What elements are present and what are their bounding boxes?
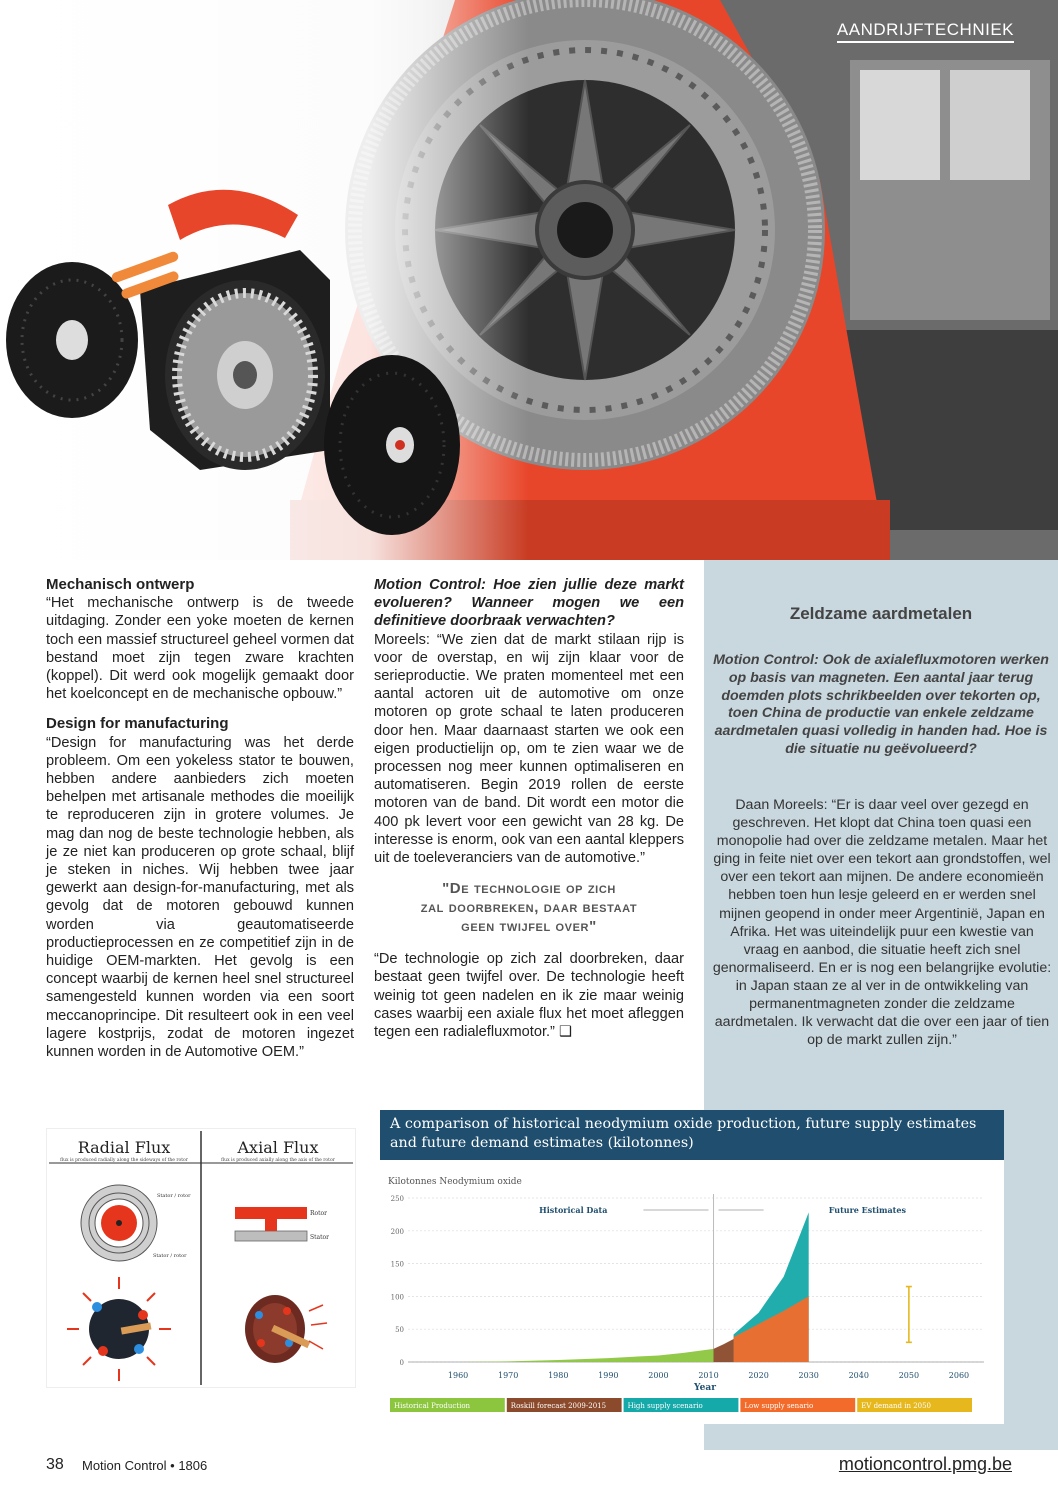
y-tick-label: 0	[399, 1359, 404, 1367]
radial-flux-cross-section	[81, 1185, 191, 1261]
legend-label: Historical Production	[394, 1402, 471, 1410]
radial-flux-title: Radial Flux	[77, 1138, 171, 1157]
neodymium-chart	[380, 1160, 1004, 1424]
x-tick-label: 2040	[848, 1371, 869, 1380]
label-stator: Stator	[310, 1234, 329, 1241]
legend-label: EV demand in 2050	[861, 1402, 932, 1410]
legend-label: Roskill forecast 2009-2015	[510, 1402, 607, 1410]
x-tick-label: 2060	[948, 1371, 970, 1380]
radial-flux-subtitle: flux is produced radially along the sideways of the rotor	[60, 1158, 188, 1163]
flux-diagram	[47, 1129, 355, 1387]
x-tick-label: 2010	[698, 1371, 719, 1380]
sidebar-answer: Daan Moreels: “Er is daar veel over gezegd en geschreven. Het klopt dat China toen quasi een monopolie had over die zeldzame metalen. Maar het ging in feite niet over een tekort aan grondstoffen, wel over een tekort aan mijnen. De andere economieën hebben toen hun lesje geleerd en er werden snel mijnen geopend in onder meer Argentinië, Japan en Afrika. Het was uiteindelijk puur een kwestie van vraag en aanbod, die situatie heeft zich snel genormaliseerd. En er is nog een belangrijke evolutie: in Japan staan ze al ver in de ontwikkeling van permanentmagneten zonder die zeldzame aardmetalen. Ik verwacht dat die over een jaar of tien op de markt zullen zijn.”	[712, 797, 1052, 1049]
chart-y-axis-label: Kilotonnes Neodymium oxide	[388, 1177, 522, 1187]
article-column-1	[46, 576, 354, 1061]
axial-flux-title: Axial Flux	[237, 1138, 319, 1157]
subheading-design-for-manufacturing: Design for manufacturing	[46, 715, 229, 733]
axial-flux-cross-section	[235, 1207, 329, 1241]
x-tick-label: 2000	[648, 1371, 669, 1380]
hero-photo	[0, 0, 1058, 560]
x-tick-label: 1990	[598, 1371, 619, 1380]
area-roskill-forecast-2009-2015	[714, 1339, 734, 1362]
closing-paragraph: “De technologie op zich zal doorbreken, daar bestaat geen twijfel over. De technologie heeft weinig tot geen nadelen en ik zie maar weinig cases waarbij een axiale flux het moet afleggen tegen een radialefluxmotor.” ❑	[374, 951, 684, 1041]
pull-quote-line-1: "De technologie op zich	[442, 880, 616, 898]
axial-flux-subtitle: flux is produced axially along the axis of the rotor	[221, 1158, 335, 1163]
sidebar-title: Zeldzame aardmetalen	[789, 604, 973, 623]
interview-question: Motion Control: Hoe zien jullie deze markt evolueren? Wanneer mogen we een definitieve doorbraak verwachten?	[374, 577, 684, 630]
x-tick-label: 1960	[447, 1371, 469, 1380]
axial-flux-rotor-illustration	[245, 1295, 327, 1363]
legend-label: Low supply senario	[744, 1402, 814, 1410]
article-column-2	[374, 576, 684, 1041]
radial-flux-rotor-illustration	[67, 1277, 171, 1381]
subheading-mechanical-design: Mechanisch ontwerp	[46, 576, 195, 593]
chart-title: A comparison of historical neodymium oxide production, future supply estimates and future demand estimates (kilotonnes)	[390, 1116, 977, 1151]
page-number: 38	[46, 1456, 64, 1473]
label-rotor: Rotor	[310, 1210, 328, 1217]
y-tick-label: 200	[390, 1227, 404, 1236]
y-tick-label: 50	[395, 1326, 404, 1335]
pull-quote-line-3: geen twijfel over"	[461, 918, 597, 936]
annotation-future-estimates: Future Estimates	[828, 1205, 906, 1215]
interview-answer: Moreels: “We zien dat de markt stilaan rijp is voor de overstap, en wij zijn klaar voor de serieproductie. We praten momenteel met een aantal actoren uit de automotive om onze motoren op grote schaal te laten produceren door hen. Maar daarnaast starten we ook een eigen productielijn op, om te zien waar we de processen nog meer kunnen optimaliseren en automatiseren. Begin 2019 rollen de eerste motoren van de band. Dit wordt een motor die 400 pk levert voor een gewicht van 28 kg. De interesse is enorm, ook van een aantal kleppers uit de toeleveranciers van de automotive.”	[374, 631, 684, 867]
x-tick-label: 2030	[798, 1371, 819, 1380]
pull-quote-line-2: zal doorbreken, daar bestaat	[420, 899, 638, 917]
website-link[interactable]: motioncontrol.pmg.be	[838, 1454, 1012, 1474]
section-tag: AANDRIJFTECHNIEK	[837, 20, 1014, 43]
pull-quote	[374, 879, 684, 936]
x-tick-label: 1970	[497, 1371, 519, 1380]
flux-comparison-figure	[46, 1128, 356, 1388]
y-tick-label: 150	[390, 1260, 404, 1269]
x-tick-label: 1980	[548, 1371, 569, 1380]
sidebar-question: Motion Control: Ook de axialefluxmotoren werken op basis van magneten. Een aantal jaar terug doemden plots schrikbeelden over tekorten op, toen China de productie van enkele zeldzame aardmetalen quasi volledig in handen had. Hoe is die situatie nu geëvolueerd?	[713, 652, 1049, 757]
x-tick-label: 2020	[748, 1371, 769, 1380]
legend-label: High supply scenario	[627, 1402, 703, 1410]
motor-illustration	[0, 0, 1058, 560]
label-stator-rotor-top: Stator / rotor	[157, 1193, 191, 1199]
paragraph-mechanical-design: “Het mechanische ontwerp is de tweede uitdaging. Zonder een yoke moeten de kernen toch een massief structureel geheel vormen dat bestand moet zijn tegen zware krachten (koppel). Dit werd ook mogelijk gemaakt door het koelconcept en de mechanische opbouw.”	[46, 595, 354, 703]
label-stator-rotor-bottom: Stator / rotor	[153, 1253, 187, 1259]
x-tick-label: 2050	[898, 1371, 920, 1380]
area-historical-production	[458, 1349, 713, 1362]
paragraph-design-for-manufacturing: “Design for manufacturing was het derde probleem. Om een yokeless stator te bouwen, hebben andere aanbieders zich moeten behelpen met artisanale methodes die moeilijk te reproduceren zijn in grotere volumes. Je mag dan nog de beste technologie hebben, als je ze niet kan produceren op grote schaal, blijf je steken in niches. Wij hebben twee jaar gewerkt aan design-for-manufacturing, met als gevolg dat de motoren gebouwd kunnen worden via geautomatiseerde productieprocessen en ze competitief zijn in de huidige OEM-markten. Het gevolg is een concept waarbij de kernen heel snel structureel samengesteld kunnen worden via een soort meccanoprincipe. Dit resulteert ook in een veel lagere kostprijs, zodat de motoren ingezet kunnen worden in de Automotive OEM.”	[46, 734, 354, 1061]
magazine-issue: Motion Control • 1806	[82, 1458, 208, 1473]
y-tick-label: 250	[390, 1195, 404, 1203]
annotation-historical-data: Historical Data	[539, 1205, 608, 1215]
chart-x-axis-label: Year	[694, 1383, 716, 1393]
y-tick-label: 100	[390, 1293, 404, 1302]
